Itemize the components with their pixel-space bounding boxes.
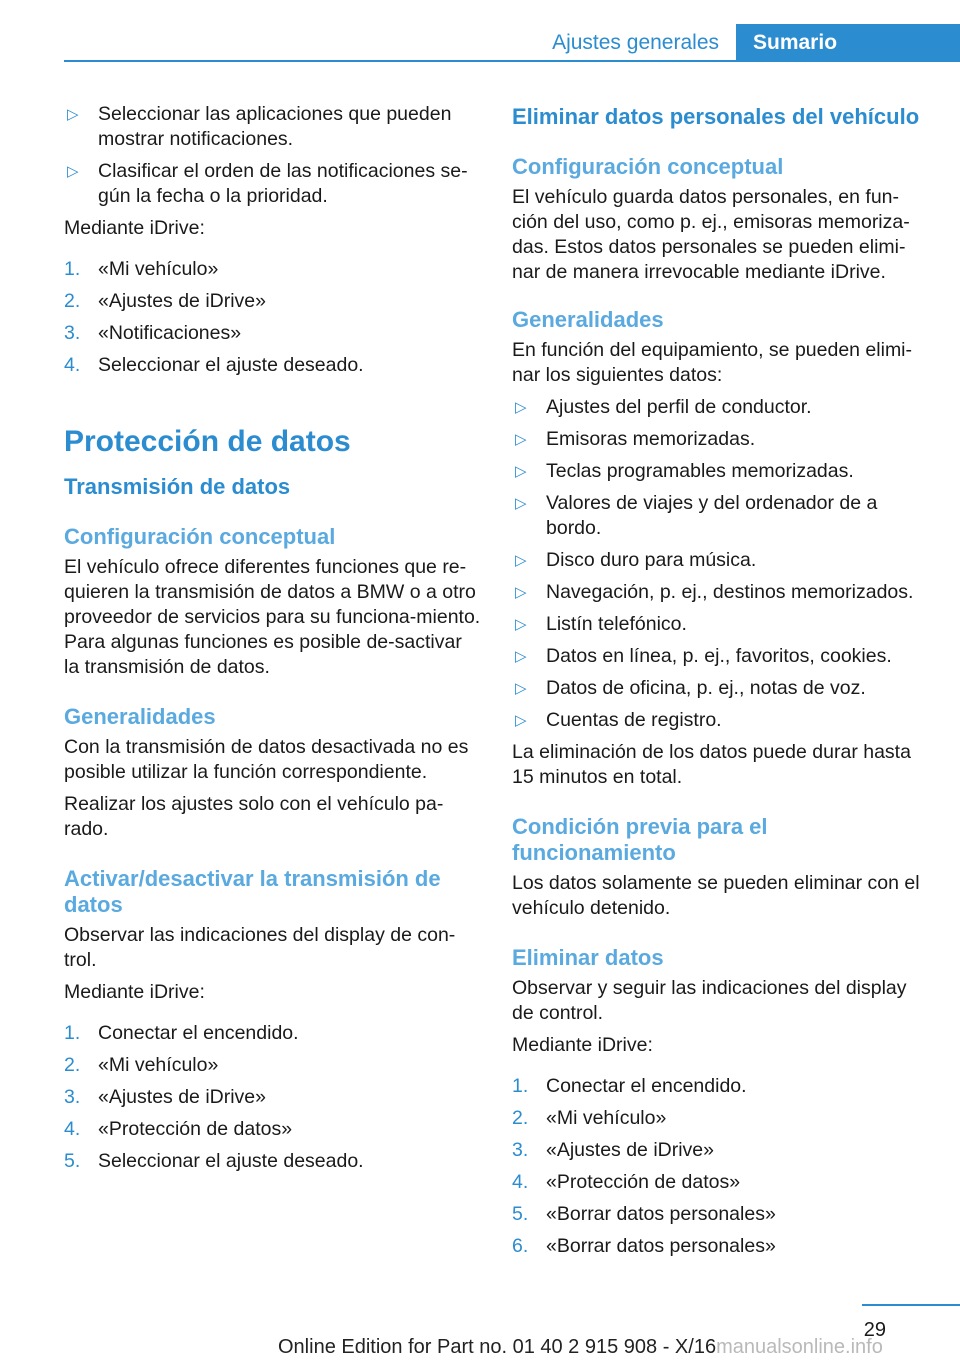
header-section-title: Ajustes generales bbox=[552, 31, 719, 54]
list-item: 2. «Ajustes de iDrive» bbox=[64, 290, 266, 312]
list-item: ▷ Datos en línea, p. ej., favoritos, cookies. bbox=[515, 645, 892, 667]
paragraph-concept: El vehículo ofrece diferentes funciones que re‐quieren la transmisión de datos a BMW o a otro proveedor de servicios para su funciona‐miento. Para algunas funciones es posible de‐sactivar la transmisión de datos. bbox=[64, 556, 481, 678]
list-item: ▷ Cuentas de registro. bbox=[515, 709, 722, 731]
footer-divider bbox=[862, 1304, 960, 1306]
paragraph-general-2: Realizar los ajustes solo con el vehículo pa‐rado. bbox=[64, 793, 444, 840]
list-item: 1. Conectar el encendido. bbox=[64, 1022, 299, 1044]
triangle-bullet-icon: ▷ bbox=[515, 463, 527, 480]
paragraph-delete: Observar y seguir las indicaciones del display de control. bbox=[512, 977, 907, 1024]
via-idrive-label: Mediante iDrive: bbox=[64, 217, 205, 239]
triangle-bullet-icon: ▷ bbox=[515, 680, 527, 697]
right-column bbox=[512, 102, 932, 1259]
deletable-data-list bbox=[512, 395, 932, 733]
triangle-bullet-icon: ▷ bbox=[515, 616, 527, 633]
page-number: 29 bbox=[863, 1319, 886, 1341]
list-item: ▷ Seleccionar las aplicaciones que pueden mostrar notificaciones. bbox=[67, 103, 452, 150]
list-item: ▷ Clasificar el orden de las notificaciones se‐gún la fecha o la prioridad. bbox=[67, 160, 468, 207]
triangle-bullet-icon: ▷ bbox=[515, 495, 527, 512]
triangle-bullet-icon: ▷ bbox=[515, 648, 527, 665]
header-divider bbox=[64, 60, 960, 62]
heading-concept: Configuración conceptual bbox=[64, 524, 336, 549]
heading-concept: Configuración conceptual bbox=[512, 154, 784, 179]
section-title-delete-personal-data: Eliminar datos personales del vehículo bbox=[512, 104, 920, 129]
list-item: ▷ Emisoras memorizadas. bbox=[515, 428, 756, 450]
list-item: 5. «Borrar datos personales» bbox=[512, 1203, 776, 1225]
list-item: 4. Seleccionar el ajuste deseado. bbox=[64, 354, 364, 376]
list-item: 3. «Notificaciones» bbox=[64, 322, 242, 344]
list-item: ▷ Ajustes del perfil de conductor. bbox=[515, 396, 812, 418]
footer-edition bbox=[278, 1335, 938, 1359]
triangle-bullet-icon: ▷ bbox=[67, 163, 79, 180]
watermark: manualsonline.info bbox=[716, 1336, 883, 1358]
paragraph-concept: El vehículo guarda datos personales, en fun‐ción del uso, como p. ej., emisoras memoriza‐das. Estos datos personales se pueden elimi‐nar de manera irrevocable mediante iDrive. bbox=[512, 186, 910, 283]
heading-condition: Condición previa para el funcionamiento bbox=[512, 814, 768, 865]
list-item: ▷ Navegación, p. ej., destinos memorizados. bbox=[515, 581, 914, 603]
list-item: 4. «Protección de datos» bbox=[512, 1171, 741, 1193]
via-idrive-label: Mediante iDrive: bbox=[512, 1034, 653, 1056]
list-item: 5. Seleccionar el ajuste deseado. bbox=[64, 1150, 364, 1172]
list-item: ▷ Datos de oficina, p. ej., notas de voz. bbox=[515, 677, 866, 699]
list-item: 3. «Ajustes de iDrive» bbox=[512, 1139, 714, 1161]
section-title: Protección de datos bbox=[64, 425, 351, 458]
paragraph-general-1: Con la transmisión de datos desactivada no es posible utilizar la función correspondiente. bbox=[64, 736, 469, 783]
paragraph-activate: Observar las indicaciones del display de con‐trol. bbox=[64, 924, 456, 971]
list-item: 3. «Ajustes de iDrive» bbox=[64, 1086, 266, 1108]
heading-delete-data: Eliminar datos bbox=[512, 945, 664, 970]
left-column bbox=[64, 102, 482, 1174]
via-idrive-label: Mediante iDrive: bbox=[64, 981, 205, 1003]
triangle-bullet-icon: ▷ bbox=[67, 106, 79, 123]
list-item: 1. Conectar el encendido. bbox=[512, 1075, 747, 1097]
list-item: ▷ Teclas programables memorizadas. bbox=[515, 460, 854, 482]
triangle-bullet-icon: ▷ bbox=[515, 552, 527, 569]
triangle-bullet-icon: ▷ bbox=[515, 431, 527, 448]
paragraph-duration: La eliminación de los datos puede durar hasta 15 minutos en total. bbox=[512, 741, 911, 788]
list-item: ▷ Listín telefónico. bbox=[515, 613, 687, 635]
subsection-title: Transmisión de datos bbox=[64, 474, 291, 499]
heading-general: Generalidades bbox=[512, 307, 664, 332]
triangle-bullet-icon: ▷ bbox=[515, 399, 527, 416]
list-item: ▷ Valores de viajes y del ordenador de a bordo. bbox=[515, 492, 878, 539]
paragraph-condition: Los datos solamente se pueden eliminar con el vehículo detenido. bbox=[512, 872, 920, 919]
header-tab-summary[interactable]: Sumario bbox=[736, 24, 960, 62]
edition-text: Online Edition for Part no. 01 40 2 915 908 - X/16 bbox=[278, 1336, 717, 1358]
list-item: 2. «Mi vehículo» bbox=[512, 1107, 667, 1129]
list-item: 4. «Protección de datos» bbox=[64, 1118, 293, 1140]
triangle-bullet-icon: ▷ bbox=[515, 712, 527, 729]
heading-activate: Activar/desactivar la transmisión de datos bbox=[64, 866, 441, 917]
list-item: 1. «Mi vehículo» bbox=[64, 258, 219, 280]
list-item: ▷ Disco duro para música. bbox=[515, 549, 757, 571]
list-item: 2. «Mi vehículo» bbox=[64, 1054, 219, 1076]
list-item: 6. «Borrar datos personales» bbox=[512, 1235, 776, 1257]
heading-general: Generalidades bbox=[64, 704, 216, 729]
paragraph-general: En función del equipamiento, se pueden elimi‐nar los siguientes datos: bbox=[512, 339, 913, 386]
triangle-bullet-icon: ▷ bbox=[515, 584, 527, 601]
